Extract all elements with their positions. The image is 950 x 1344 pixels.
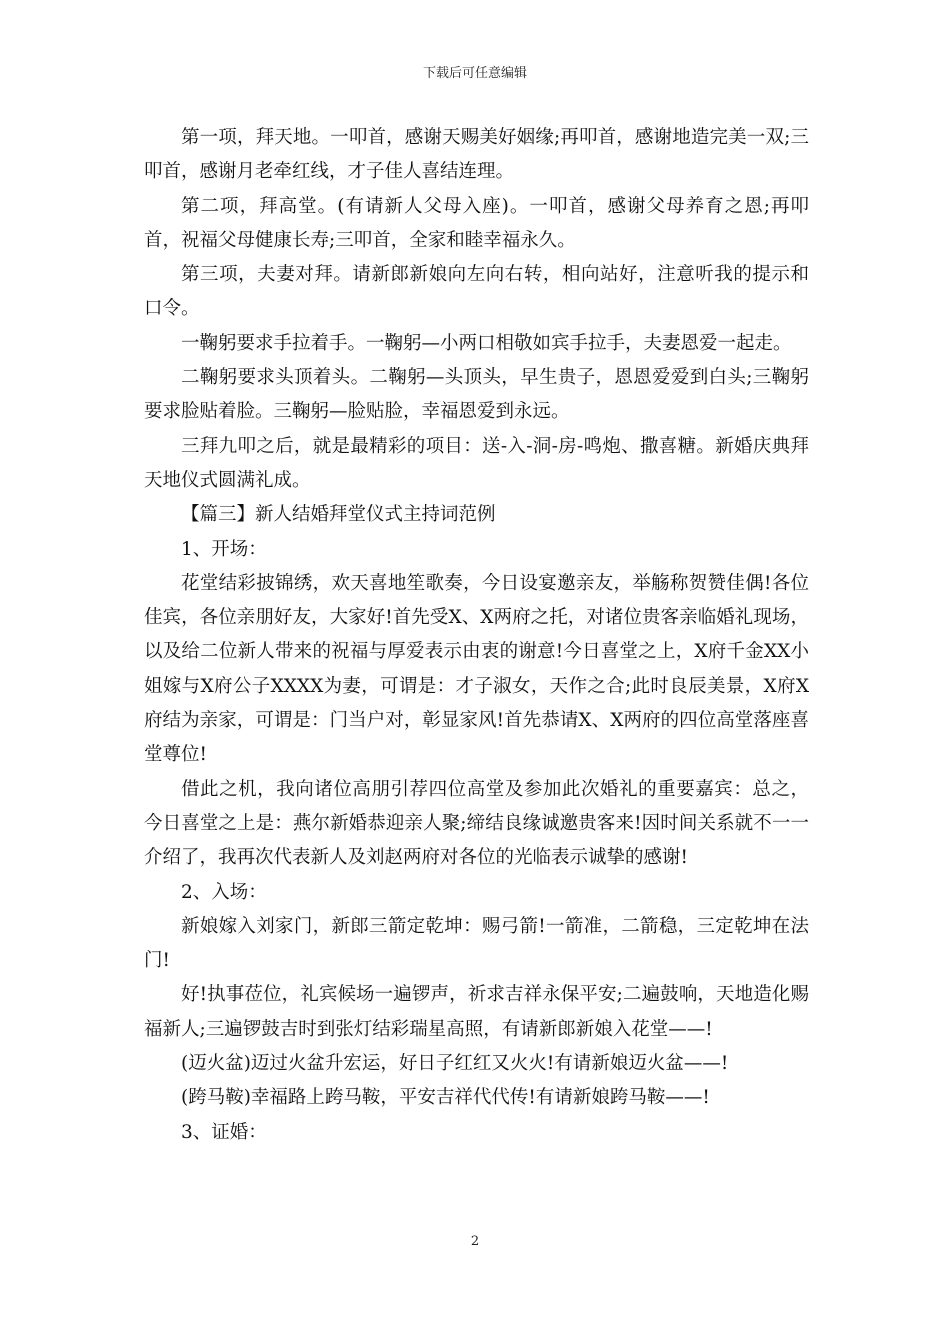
page-number: 2 (470, 1234, 480, 1249)
document-body (144, 121, 809, 1150)
paragraph: 第三项，夫妻对拜。请新郎新娘向左向右转，相向站好，注意听我的提示和口令。 (144, 264, 809, 320)
subheading-entrance: 2、入场： (181, 881, 267, 903)
page-header: 下载后可任意编辑 (422, 66, 527, 81)
paragraph: 好!执事莅位，礼宾候场一遍锣声，祈求吉祥永保平安;二遍鼓响，天地造化赐福新人;三遍锣鼓吉时到张灯结彩瑞星高照，有请新郎新娘入花堂——! (144, 984, 809, 1040)
section-heading: 【篇三】新人结婚拜堂仪式主持词范例 (181, 504, 496, 526)
paragraph: 第一项，拜天地。一叩首，感谢天赐美好姻缘;再叩首，感谢地造完美一双;三叩首，感谢月老牵红线，才子佳人喜结连理。 (144, 127, 809, 183)
paragraph: (迈火盆)迈过火盆升宏运，好日子红红又火火!有请新娘迈火盆——! (181, 1053, 729, 1075)
subheading-witness: 3、证婚： (181, 1121, 267, 1143)
paragraph: 一鞠躬要求手拉着手。一鞠躬—小两口相敬如宾手拉手，夫妻恩爱一起走。 (181, 332, 792, 354)
paragraph: 花堂结彩披锦绣，欢天喜地笙歌奏，今日设宴邀亲友，举觞称贺赞佳偶!各位佳宾，各位亲朋好友，大家好!首先受X、X两府之托，对诸位贵客亲临婚礼现场，以及给二位新人带来的祝福与厚爱表示由衷的谢意!今日喜堂之上，X府千金XX小姐嫁与X府公子XXXX为妻，可谓是：才子淑女，天作之合;此时良辰美景，X府X府结为亲家，可谓是：门当户对，彰显家风!首先恭请X、X两府的四位高堂落座喜堂尊位! (144, 572, 809, 766)
subheading-opening: 1、开场： (181, 538, 267, 560)
paragraph: 三拜九叩之后，就是最精彩的项目：送-入-洞-房-鸣炮、撒喜糖。新婚庆典拜天地仪式圆满礼成。 (144, 435, 809, 491)
paragraph: 二鞠躬要求头顶着头。二鞠躬—头顶头，早生贵子，恩恩爱爱到白头;三鞠躬要求脸贴着脸。三鞠躬—脸贴脸，幸福恩爱到永远。 (144, 367, 809, 423)
paragraph: 第二项，拜高堂。(有请新人父母入座)。一叩首，感谢父母养育之恩;再叩首，祝福父母健康长寿;三叩首，全家和睦幸福永久。 (144, 195, 809, 251)
paragraph: 新娘嫁入刘家门，新郎三箭定乾坤：赐弓箭!一箭准，二箭稳，三定乾坤在法门! (144, 915, 809, 972)
paragraph: (跨马鞍)幸福路上跨马鞍，平安吉祥代代传!有请新娘跨马鞍——! (181, 1087, 710, 1109)
paragraph: 借此之机，我向诸位高朋引荐四位高堂及参加此次婚礼的重要嘉宾：总之，今日喜堂之上是：燕尔新婚恭迎亲人聚;缔结良缘诚邀贵客来!因时间关系就不一一介绍了，我再次代表新人及刘赵两府对各位的光临表示诚挚的感谢! (144, 778, 809, 869)
